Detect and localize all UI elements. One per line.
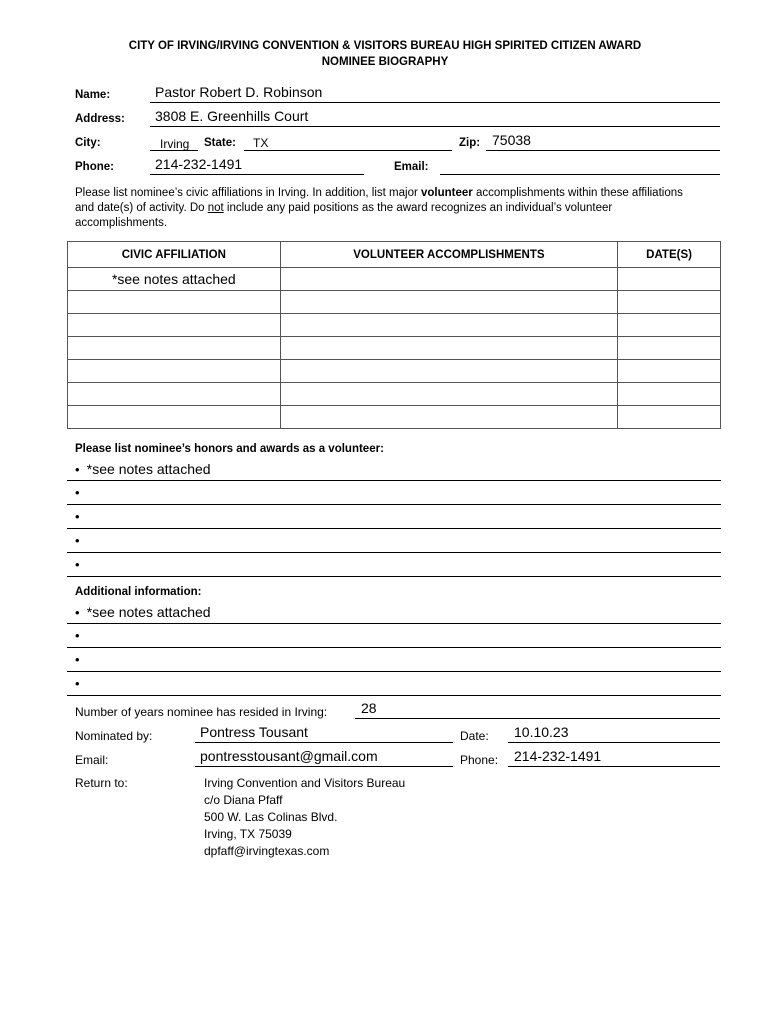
phone-underline (150, 174, 364, 175)
table-cell[interactable] (68, 337, 281, 360)
return-email-link[interactable]: dpfaff@irvingtexas.com (204, 844, 330, 858)
phone-label: Phone: (75, 161, 114, 173)
honors-line (67, 528, 721, 529)
city-field[interactable]: Irving (160, 137, 190, 151)
state-underline (244, 150, 452, 151)
nominated-field[interactable]: Pontress Tousant (200, 724, 308, 740)
nominated-label: Nominated by: (75, 729, 153, 743)
table-cell[interactable] (618, 406, 721, 429)
additional-line (67, 695, 721, 696)
email-label: Email: (394, 161, 429, 173)
additional-line (67, 671, 721, 672)
col-header-civic: CIVIC AFFILIATION (68, 242, 281, 268)
state-field[interactable]: TX (253, 136, 269, 150)
table-cell[interactable] (618, 314, 721, 337)
table-row (68, 360, 721, 383)
table-row (68, 406, 721, 429)
address-label: Address: (75, 113, 125, 125)
form-title: CITY OF IRVING/IRVING CONVENTION & VISITORS BUREAU HIGH SPIRITED CITIZEN AWARD (128, 40, 642, 52)
honors-item[interactable]: • (75, 533, 80, 548)
table-cell[interactable] (280, 406, 617, 429)
nominated-underline (195, 742, 453, 743)
table-row (68, 314, 721, 337)
address-underline (150, 126, 720, 127)
additional-line (67, 647, 721, 648)
col-header-dates: DATE(S) (618, 242, 721, 268)
date-label: Date: (460, 729, 489, 743)
table-cell[interactable]: *see notes attached (68, 268, 281, 291)
additional-item[interactable]: • (75, 676, 80, 691)
honors-item[interactable]: • (75, 557, 80, 572)
table-row (68, 268, 721, 291)
honors-line (67, 576, 721, 577)
honors-line (67, 504, 721, 505)
table-cell[interactable] (280, 337, 617, 360)
instructions-paragraph: Please list nominee’s civic affiliations in Irving. In addition, list major volunteer accomplishments within these affiliations and date(s) of activity. Do not include any paid positions as the award recognizes an individual’s volunteer accomplishments. (75, 187, 683, 229)
return-address-line: Irving, TX 75039 (204, 827, 292, 841)
table-row (68, 383, 721, 406)
return-address-line: Irving Convention and Visitors Bureau (204, 776, 406, 790)
table-cell[interactable] (618, 291, 721, 314)
table-row (68, 337, 721, 360)
honors-line (67, 552, 721, 553)
email-underline (440, 174, 720, 175)
table-cell[interactable] (280, 268, 617, 291)
nominator-phone-underline (508, 766, 720, 767)
name-label: Name: (75, 89, 111, 101)
nominator-phone-field[interactable]: 214-232-1491 (514, 748, 602, 764)
nominator-email-field[interactable]: pontresstousant@gmail.com (200, 748, 378, 764)
name-underline (150, 102, 720, 103)
col-header-accomplishments: VOLUNTEER ACCOMPLISHMENTS (280, 242, 617, 268)
table-cell[interactable] (618, 360, 721, 383)
table-cell[interactable] (618, 383, 721, 406)
return-address (204, 775, 405, 860)
city-label: City: (75, 137, 101, 149)
city-underline (150, 150, 198, 151)
table-cell[interactable] (68, 406, 281, 429)
years-label: Number of years nominee has resided in Irving: (75, 705, 328, 719)
table-cell[interactable] (280, 383, 617, 406)
additional-heading: Additional information: (75, 586, 202, 598)
additional-item[interactable]: • (75, 628, 80, 643)
form-subtitle: NOMINEE BIOGRAPHY (321, 56, 449, 68)
return-address-line: c/o Diana Pfaff (204, 793, 283, 807)
return-address-line: 500 W. Las Colinas Blvd. (204, 810, 338, 824)
phone-field[interactable]: 214-232-1491 (155, 156, 243, 172)
return-label: Return to: (75, 776, 128, 790)
table-cell[interactable] (68, 383, 281, 406)
table-cell[interactable] (280, 314, 617, 337)
table-header-row (68, 242, 721, 268)
nominator-email-label: Email: (75, 753, 109, 767)
date-underline (508, 742, 720, 743)
table-cell[interactable] (280, 291, 617, 314)
civic-affiliation-table (67, 241, 721, 429)
honors-item[interactable]: • *see notes attached (75, 461, 211, 477)
state-label: State: (204, 137, 236, 149)
table-cell[interactable] (618, 268, 721, 291)
table-cell[interactable] (280, 360, 617, 383)
nominator-email-underline (195, 766, 453, 767)
table-row (68, 291, 721, 314)
years-underline (355, 718, 720, 719)
honors-line (67, 480, 721, 481)
years-field[interactable]: 28 (361, 700, 377, 716)
honors-heading: Please list nominee’s honors and awards as a volunteer: (75, 443, 384, 455)
additional-item[interactable]: • (75, 652, 80, 667)
table-cell[interactable] (68, 314, 281, 337)
nominator-phone-label: Phone: (460, 753, 499, 767)
honors-item[interactable]: • (75, 509, 80, 524)
zip-field[interactable]: 75038 (492, 132, 531, 148)
zip-underline (486, 150, 720, 151)
name-field[interactable]: Pastor Robert D. Robinson (155, 84, 323, 100)
additional-item[interactable]: • *see notes attached (75, 604, 211, 620)
table-cell[interactable] (68, 360, 281, 383)
additional-line (67, 623, 721, 624)
table-cell[interactable] (618, 337, 721, 360)
address-field[interactable]: 3808 E. Greenhills Court (155, 108, 309, 124)
date-field[interactable]: 10.10.23 (514, 724, 569, 740)
honors-item[interactable]: • (75, 485, 80, 500)
zip-label: Zip: (459, 137, 481, 149)
table-cell[interactable] (68, 291, 281, 314)
